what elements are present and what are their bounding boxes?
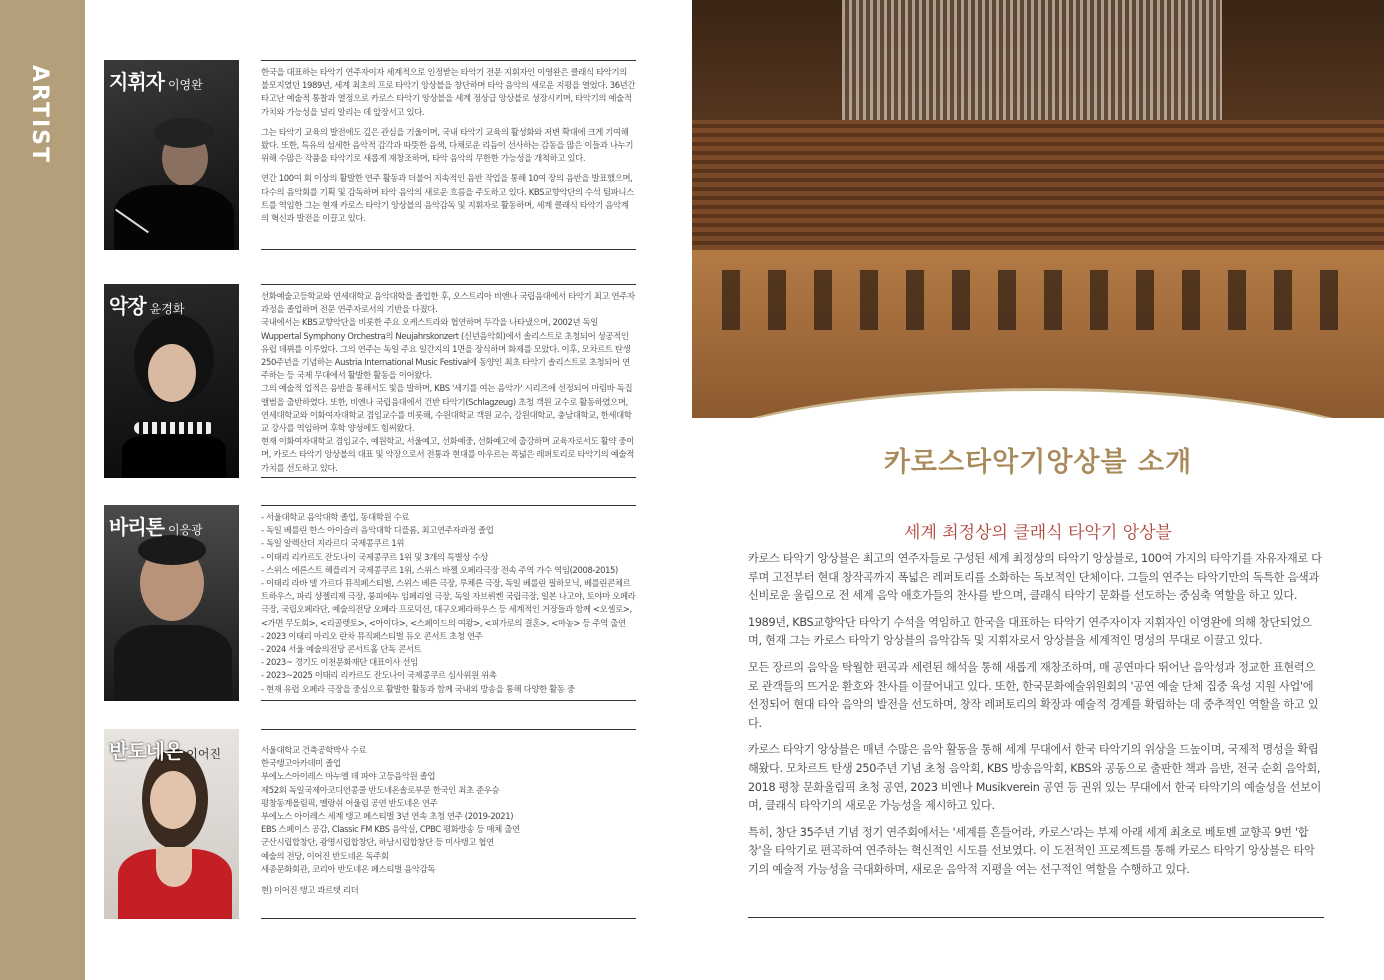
artist-concertmaster	[104, 284, 636, 478]
bio-item: - 이태리 리카르도 잔도나이 국제콩쿠르 1위 및 3개의 특별상 수상	[261, 551, 488, 562]
side-label: ARTIST	[27, 65, 52, 165]
bio-item: - 서울대학교 음악대학 졸업, 동대학원 수료	[261, 512, 410, 522]
artist-role-label: 반도네온 이어진	[109, 739, 222, 763]
bio-paragraph: 그는 타악기 교육의 발전에도 깊은 관심을 기울이며, 국내 타악기 교육의 활성화와 저변 확대에 크게 기여해왔다. 또한, 특유의 섬세한 음악적 감각과 따뜻한 음색, 다채로운 리듬이 선사하는 감동을 많은 이들과 나누기 위해 수많은 작품을 타악기로 새롭게 재창조하며, 타악 음악의 무한한 가능성을 개척하고 있다.	[261, 126, 634, 164]
divider	[748, 917, 1324, 918]
bio-paragraph: 그의 예술적 업적은 음반을 통해서도 빛을 발하며, KBS '세기를 여는 음악가' 시리즈에 선정되어 마림바 독집 앨범을 출반하였다. 또한, 비엔나 국립음대에서 건반 타악기(Schlagzeug) 초청 객원 교수로 활동하였으며, 연세대학교와 이화여자대학교 겸임교수를 비롯해, 수원대학교 객원 교수, 강원대학교, 충남대학교, 한세대학교 강사를 역임하며 후학 양성에도 힘써왔다.	[261, 383, 633, 434]
intro-body	[748, 550, 1324, 888]
bio-item: EBS 스페이스 공감, Classic FM KBS 음악실, CPBC 평화방송 등 매체 출연	[261, 824, 520, 835]
bio-item: 평창동계올림픽, 멜랑쉬 어울림 공연 반도네온 연주	[261, 797, 438, 808]
organ-pipes	[842, 0, 1222, 120]
bio-item: 한국탱고아카데미 졸업	[261, 758, 341, 769]
artist-photo	[104, 284, 239, 478]
artist-baritone	[104, 505, 636, 701]
bio-item: - 독일 알렉산더 지라르디 국제콩쿠르 1위	[261, 538, 405, 549]
bio-paragraph: 한국을 대표하는 타악기 연주자이자 세계적으로 인정받는 타악기 전문 지휘자인 이영완은 클래식 타악기의 불모지였던 1989년, 세계 최초의 프로 타악기 앙상블을 창단하며 타악 음악의 새로운 지평을 열었다. 36년간 타고난 예술적 통찰과 열정으로 카로스 타악기 앙상블을 세계 정상급 앙상블로 성장시키며, 타악기의 예술적 가치와 가능성을 널리 알리는 데 앞장서고 있다.	[261, 67, 636, 117]
bio-item: - 2023~ 경기도 이천문화재단 대표이사 선임	[261, 657, 418, 668]
bio-item: 예술의 전당, 이어진 반도네온 독주회	[261, 850, 389, 861]
bio-item: 부에노스 아이레스 세계 탱고 페스티벌 3년 연속 초청 연주 (2019-2021)	[261, 811, 514, 822]
intro-paragraph: 1989년, KBS교향악단 타악기 수석을 역임하고 한국을 대표하는 타악기 연주자이자 지휘자인 이영완에 의해 창단되었으며, 현재 그는 카로스 타악기 앙상블의 음악감독 및 지휘자로서 앙상블을 세계적인 명성의 무대로 이끌고 있다.	[748, 615, 1312, 648]
artist-role-label: 지휘자 이영완	[109, 70, 203, 94]
intro-paragraph: 모든 장르의 음악을 탁월한 편곡과 세련된 해석을 통해 새롭게 재창조하며, 매 공연마다 뛰어난 음악성과 정교한 표현력으로 관객들의 뜨거운 환호와 찬사를 이끌어내고 있다. 또한, 한국문화예술위원회의 '공연 예술 단체 집중 육성 지원 사업'에 선정되어 현대 타악 음악의 발전을 선도하며, 창작 레퍼토리의 확장과 예술적 경계를 확립하는 데 중추적인 역할을 하고 있다.	[748, 660, 1319, 730]
artist-photo	[104, 505, 239, 701]
artist-bio	[261, 505, 636, 701]
bio-item: 부에노스아이레스 마누엘 데 파야 고등음악원 졸업	[261, 771, 436, 782]
bio-item: - 스위스 에른스트 해플리거 국제콩쿠르 1위, 스위스 바젤 오페라극장 전속 주역 가수 역임(2008-2015)	[261, 564, 618, 575]
artist-bandoneon	[104, 729, 636, 919]
bio-item: 서울대학교 건축공학박사 수료	[261, 745, 367, 755]
bio-paragraph: 국내에서는 KBS교향악단을 비롯한 주요 오케스트라와 협연하며 두각을 나타냈으며, 2002년 독일 Wuppertal Symphony Orchestra의 Neujahrskonzert (신년음악회)에서 솔리스트로 초청되어 성공적인 유럽 데뷔를 이루었다. 그의 연주는 독일 주요 일간지의 1면을 장식하며 화제를 모았다. 이후, 모차르트 탄생 250주년을 기념하는 Austria International Music Festival에 동양인 최초 타악기 솔리스트로 초청되어 연주하는 등 국제 무대에서 활발한 활동을 이어왔다.	[261, 317, 631, 381]
section-title: 카로스타악기앙상블 소개	[883, 447, 1193, 478]
side-bar	[0, 0, 85, 980]
artist-conductor	[104, 60, 636, 250]
artist-bio	[261, 729, 636, 919]
bio-item: - 2023 이태리 마리오 란차 뮤직페스티벌 듀오 콘서트 초청 연주	[261, 630, 483, 641]
bio-item: 군산시립합창단, 광명시립합창단, 하남시립합창단 등 미사탱고 협연	[261, 837, 494, 848]
artist-photo	[104, 729, 239, 919]
bio-paragraph: 선화예술고등학교와 연세대학교 음악대학을 졸업한 후, 오스트리아 비엔나 국립음대에서 타악기 최고 연주자 과정을 졸업하며 전문 연주자로서의 기반을 다졌다.	[261, 291, 635, 315]
bio-item: 세종문화회관, 코리아 반도네온 페스티벌 음악감독	[261, 863, 436, 874]
intro-paragraph: 특히, 창단 35주년 기념 정기 연주회에서는 '세계를 흔들어라, 카로스'라는 부제 아래 세계 최초로 베토벤 교향곡 9번 '합창'을 타악기로 편곡하여 연주하는 혁신적인 시도를 선보였다. 이 도전적인 프로젝트를 통해 카로스 타악기 앙상블은 타악기의 예술적 가능성을 극대화하며, 새로운 음악적 지평을 여는 선구적인 역할을 수행하고 있다.	[748, 825, 1315, 876]
bio-item: - 2024 서울 예술의전당 콘서트홀 단독 콘서트	[261, 644, 422, 655]
bio-paragraph: 연간 100여 회 이상의 활발한 연주 활동과 더불어 지속적인 음반 작업을 통해 10여 장의 음반을 발표했으며, 다수의 음악회를 기획 및 감독하며 타악 음악의 새로운 흐름을 주도하고 있다. KBS교향악단의 수석 팀파니스트를 역임한 그는 현재 카로스 타악기 앙상블의 음악감독 및 지휘자로 활동하며, 세계 클래식 타악기 음악계의 혁신과 발전을 이끌고 있다.	[261, 173, 634, 224]
bio-paragraph: 현재 이화여자대학교 겸임교수, 예원학교, 서울예고, 선화예중, 선화예고에 출강하며 교육자로서도 활약 중이며, 카로스 타악기 앙상블의 대표 및 악장으로서 전통과 현대를 아우르는 폭넓은 레퍼토리로 타악기의 예술적 가치를 선도하고 있다.	[261, 436, 634, 473]
bio-item: 제52회 독일국제아코디언콩쿨 반도네온솔로부문 한국인 최초 준우승	[261, 784, 500, 795]
bio-item: - 현재 유럽 오페라 극장을 중심으로 활발한 활동과 함께 국내외 방송을 통해 다양한 활동 중	[261, 683, 575, 694]
bio-item: - 독일 베를린 한스 아이슬러 음악대학 디플롬, 최고연주자과정 졸업	[261, 525, 494, 536]
artist-bio	[261, 60, 636, 250]
concert-hall-photo	[692, 0, 1384, 418]
bio-item: - 2023~2025 이태리 리카르도 잔도나이 국제콩쿠르 심사위원 위촉	[261, 670, 497, 681]
artist-role-label: 악장 윤경화	[109, 294, 185, 318]
artist-role-label: 바리톤 이응광	[109, 515, 203, 539]
intro-paragraph: 카로스 타악기 앙상블은 매년 수많은 음악 활동을 통해 세계 무대에서 한국 타악기의 위상을 드높이며, 국제적 명성을 확립해왔다. 모차르트 탄생 250주년 기념 초청 음악회, KBS 방송음악회, KBS와 공동으로 출판한 책과 음반, 전국 순회 음악회, 2018 평창 문화올림픽 초청 공연, 2023 비엔나 Musikverein 공연 등 권위 있는 무대에서 한국 타악기의 예술성을 선보이며, 클래식 타악기의 새로운 가능성을 제시하고 있다.	[748, 743, 1321, 813]
bio-item: 현) 이어진 탱고 콰르텟 리더	[261, 885, 359, 896]
intro-paragraph: 카로스 타악기 앙상블은 최고의 연주자들로 구성된 세계 최정상의 타악기 앙상블로, 100여 가지의 타악기를 자유자재로 다루며 고전부터 현대 창작곡까지 폭넓은 레퍼토리를 소화하는 독보적인 단체이다. 그들의 연주는 타악기만의 독특한 음색과 신비로운 울림으로 전 세계 음악 애호가들의 찬사를 받으며, 클래식 타악기 문화를 선도하는 중심축 역할을 하고 있다.	[748, 552, 1322, 603]
section-subtitle: 세계 최정상의 클래식 타악기 앙상블	[904, 523, 1172, 543]
bio-item: - 이태리 라바 델 가르다 뮤직페스티벌, 스위스 베른 극장, 루체른 극장, 독일 베를린 필하모닉, 베를린콘체르트하우스, 파리 샹젤리제 극장, 룽피에누 임페리얼 극장, 독일 자브뤼켄 국립극장, 일본 나고야, 토야마 오페라극장, 국립오페라단, 예술의전당 오페라 프로덕션, 대구오페라하우스 등 세계적인 거장들과 함께 <오셀로>, <가면 무도회>, <리골렛토>, <아이다>, <스페이드의 여왕>, <피가로의 결혼>, <마농> 등 주역 출연	[261, 578, 636, 628]
artist-photo	[104, 60, 239, 250]
hall-seats	[692, 120, 1384, 250]
artist-bio	[261, 284, 636, 478]
